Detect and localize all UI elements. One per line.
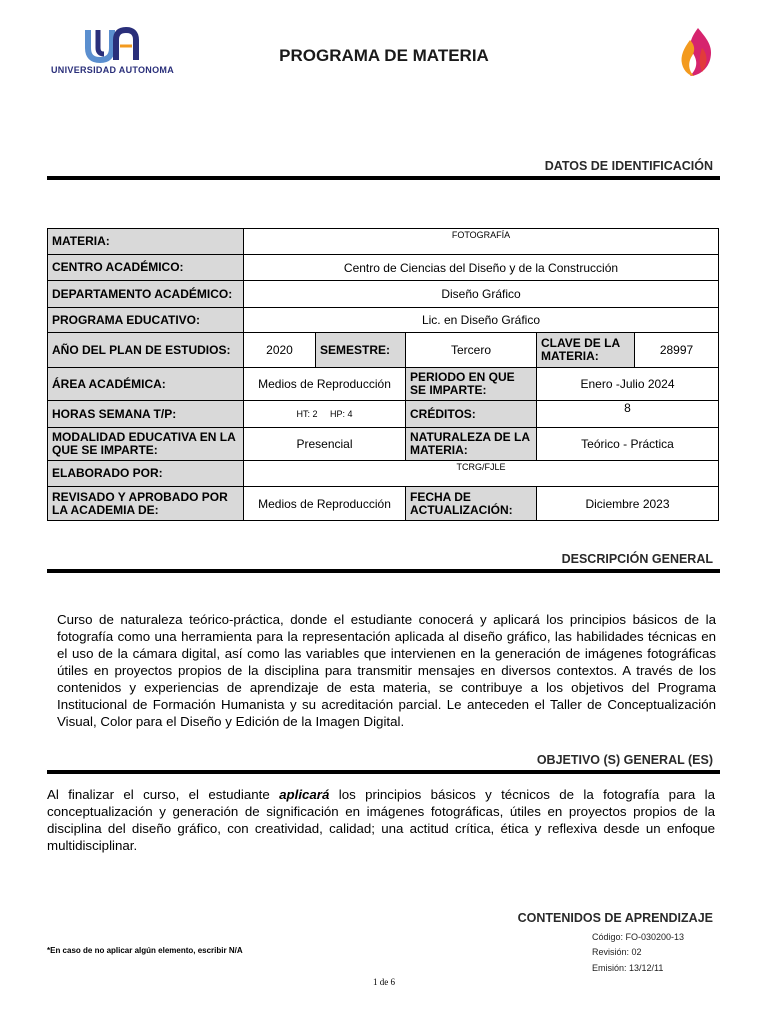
- doc-codigo: Código: FO-030200-13: [592, 932, 685, 942]
- naturaleza-value: Teórico - Práctica: [537, 428, 719, 461]
- elaborado-value: TCRG/FJLE: [244, 461, 719, 487]
- horas-label: HORAS SEMANA T/P:: [48, 401, 244, 428]
- objetivo-text-before: Al finalizar el curso, el estudiante: [47, 787, 280, 802]
- periodo-value: Enero -Julio 2024: [537, 368, 719, 401]
- materia-label: MATERIA:: [48, 229, 244, 255]
- fecha-value: Diciembre 2023: [537, 487, 719, 521]
- objetivo-emphasis: aplicará: [279, 787, 330, 802]
- programa-value: Lic. en Diseño Gráfico: [244, 308, 719, 333]
- section-divider: [47, 176, 720, 180]
- objetivo-paragraph: [47, 786, 715, 854]
- flame-logo-icon: [676, 26, 718, 82]
- horas-ht: HT: 2: [296, 409, 318, 419]
- area-label: ÁREA ACADÉMICA:: [48, 368, 244, 401]
- objetivo-text-after: los principios básicos y técnicos de la fotografía para la conceptualización y generación de significación en imágenes fotográficas, útiles en proyectos propios de la disciplina del diseño gráfico, con creatividad, calidad; una actitud crítica, ética y reflexiva desde un enfoque multidisciplinar.: [47, 787, 716, 853]
- departamento-label: DEPARTAMENTO ACADÉMICO:: [48, 281, 244, 308]
- footnote: *En caso de no aplicar algún elemento, escribir N/A: [47, 946, 243, 955]
- modalidad-label: MODALIDAD EDUCATIVA EN LA QUE SE IMPARTE:: [48, 428, 244, 461]
- semestre-value: Tercero: [406, 333, 537, 368]
- semestre-label: SEMESTRE:: [316, 333, 406, 368]
- naturaleza-label: NATURALEZA DE LA MATERIA:: [406, 428, 537, 461]
- anio-plan-value: 2020: [244, 333, 316, 368]
- creditos-label: CRÉDITOS:: [406, 401, 537, 428]
- modalidad-value: Presencial: [244, 428, 406, 461]
- clave-label: CLAVE DE LA MATERIA:: [537, 333, 635, 368]
- section-heading-contenidos: CONTENIDOS DE APRENDIZAJE: [517, 911, 713, 925]
- revisado-value: Medios de Reproducción: [244, 487, 406, 521]
- section-heading-descripcion: DESCRIPCIÓN GENERAL: [561, 552, 713, 566]
- section-divider: [47, 569, 720, 573]
- centro-label: CENTRO ACADÉMICO:: [48, 255, 244, 281]
- section-heading-datos: DATOS DE IDENTIFICACIÓN: [544, 159, 713, 173]
- doc-emision: Emisión: 13/12/11: [592, 963, 664, 973]
- descripcion-paragraph: Curso de naturaleza teórico-práctica, donde el estudiante conocerá y aplicará los principios básicos de la fotografía como una herramienta para la representación aplicada al diseño gráfico, las habilidades técnicas en el uso de la cámara digital, así como las variables que intervienen en la generación de imágenes fotográficas útiles en proyectos propios de la disciplina para transmitir mensajes en diversos contextos. A través de los contenidos y experiencias de aprendizaje de esta materia, se contribuye a los objetivos del Programa Institucional de Formación Humanista y su acreditación parcial. Le anteceden el Taller de Conceptualización Visual, Color para el Diseño y Edición de la Imagen Digital.: [57, 612, 716, 729]
- clave-value: 28997: [635, 333, 719, 368]
- identification-table: [47, 228, 719, 521]
- fecha-label: FECHA DE ACTUALIZACIÓN:: [406, 487, 537, 521]
- creditos-value: 8: [537, 401, 719, 428]
- periodo-label: PERIODO EN QUE SE IMPARTE:: [406, 368, 537, 401]
- page-title: PROGRAMA DE MATERIA: [279, 46, 489, 65]
- departamento-value: Diseño Gráfico: [244, 281, 719, 308]
- programa-label: PROGRAMA EDUCATIVO:: [48, 308, 244, 333]
- section-divider: [47, 770, 720, 774]
- horas-value: [244, 401, 406, 428]
- horas-hp: HP: 4: [330, 409, 353, 419]
- area-value: Medios de Reproducción: [244, 368, 406, 401]
- centro-value: Centro de Ciencias del Diseño y de la Construcción: [244, 255, 719, 281]
- materia-value: FOTOGRAFÍA: [244, 229, 719, 255]
- anio-plan-label: AÑO DEL PLAN DE ESTUDIOS:: [48, 333, 244, 368]
- doc-revision: Revisión: 02: [592, 947, 642, 957]
- section-heading-objetivo: OBJETIVO (S) GENERAL (ES): [536, 753, 713, 767]
- elaborado-label: ELABORADO POR:: [48, 461, 244, 487]
- institution-name: UNIVERSIDAD AUTONOMA: [51, 65, 175, 75]
- revisado-label: REVISADO Y APROBADO POR LA ACADEMIA DE:: [48, 487, 244, 521]
- page-number: 1 de 6: [373, 977, 395, 987]
